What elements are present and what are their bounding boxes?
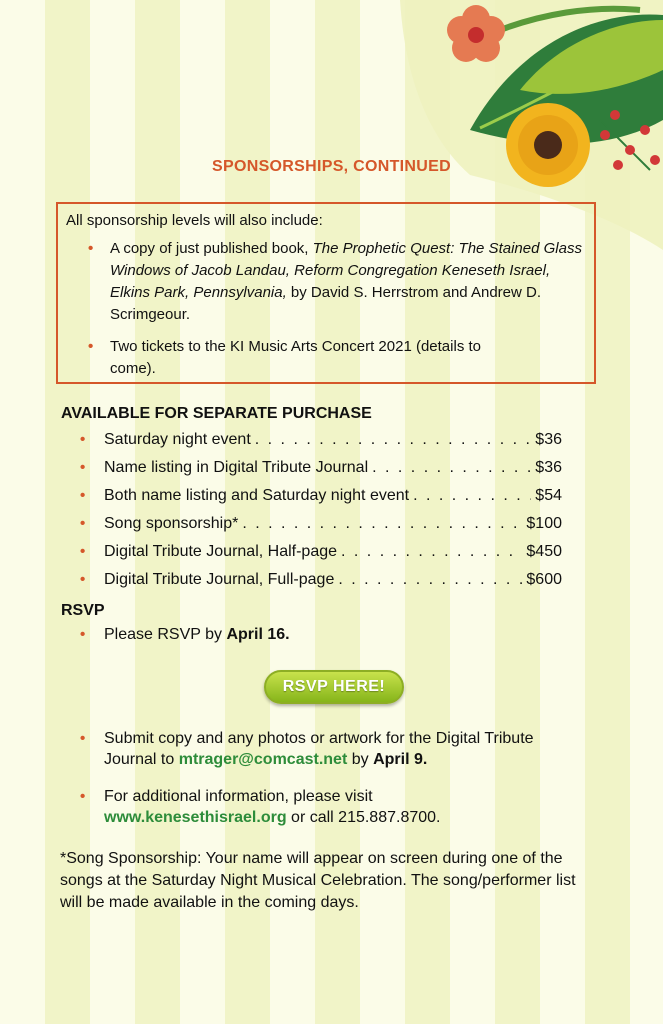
bullet: •: [88, 240, 94, 257]
separate-purchase-heading: AVAILABLE FOR SEPARATE PURCHASE: [61, 405, 372, 422]
bullet: •: [80, 543, 86, 560]
price-row: • Name listing in Digital Tribute Journal . . . $36: [76, 454, 562, 482]
included-list: [58, 238, 594, 380]
list-item: • Two tickets to the KI Music Arts Concert 2021 (details to come).: [88, 338, 481, 377]
footnote: *Song Sponsorship: Your name will appear on screen during one of the songs at the Saturday Night Musical Celebration. The song/performer list will be made available in the coming days.: [60, 850, 576, 911]
list-item: • A copy of just published book, The Prophetic Quest: The Stained Glass Windows of Jacob Landau, Reform Congregation Keneseth Israel, Elkins Park, Pennsylvania, by David S. Herrstrom and Andrew D. Scrimgeour.: [88, 240, 582, 323]
rsvp-button[interactable]: RSVP HERE!: [264, 670, 404, 704]
bullet: •: [80, 431, 86, 448]
page-title: SPONSORSHIPS, CONTINUED: [212, 158, 451, 175]
price-row: • Saturday night event . . . $36: [76, 426, 562, 454]
bullet: •: [80, 626, 86, 643]
email-link[interactable]: mtrager@comcast.net: [178, 751, 348, 768]
bullet: •: [80, 730, 86, 747]
included-intro: All sponsorship levels will also include:: [66, 212, 323, 229]
bullet: •: [88, 338, 94, 355]
bullet: •: [80, 515, 86, 532]
bullet: •: [80, 459, 86, 476]
price-row: • Digital Tribute Journal, Half-page . . . $450: [76, 538, 562, 566]
price-row: • Both name listing and Saturday night event . . . $54: [76, 482, 562, 510]
rsvp-heading: RSVP: [61, 602, 105, 619]
rsvp-date: April 16.: [226, 626, 290, 643]
rsvp-line: • Please RSVP by April 16.: [80, 626, 290, 643]
price-list: [76, 426, 562, 594]
website-link[interactable]: www.kenesethisrael.org: [104, 809, 287, 826]
submit-line: • Submit copy and any photos or artwork for the Digital Tribute Journal to mtrager@comcast.net by April 9.: [80, 730, 534, 768]
price-row: • Song sponsorship* . . . $100: [76, 510, 562, 538]
bullet: •: [80, 487, 86, 504]
bullet: •: [80, 571, 86, 588]
book-title: The Prophetic Quest: The Stained Glass Windows of Jacob Landau, Reform Congregation Keneseth Israel, Elkins Park, Pennsylvania,: [110, 240, 582, 301]
price-row: • Digital Tribute Journal, Full-page . . . $600: [76, 566, 562, 594]
submit-date: April 9.: [373, 751, 428, 768]
info-line: • For additional information, please visit www.kenesethisrael.org or call 215.887.8700.: [80, 788, 441, 826]
included-benefits-box: [56, 202, 596, 384]
bullet: •: [80, 788, 86, 805]
